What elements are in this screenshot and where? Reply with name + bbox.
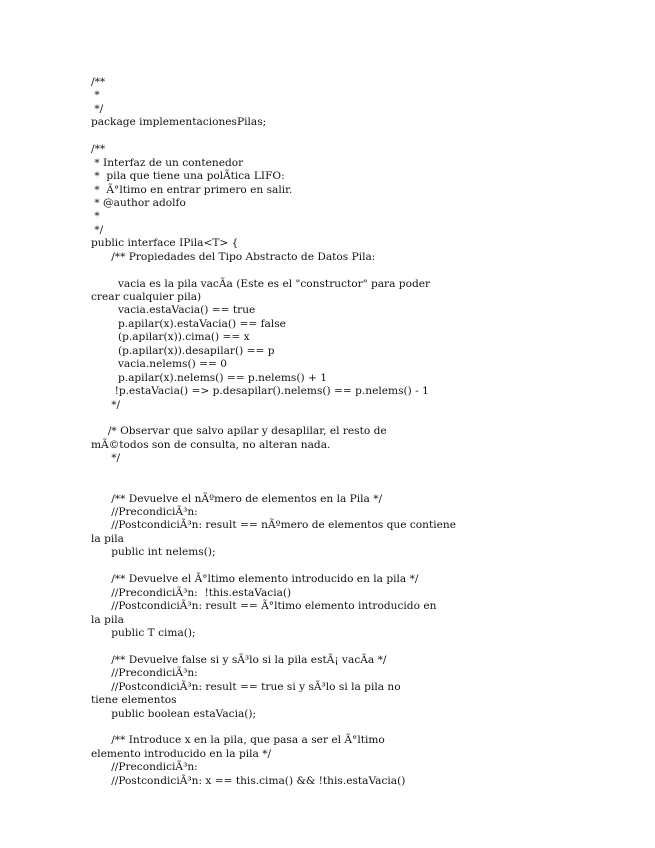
- blank-line: [91, 560, 571, 573]
- code-line: public int nelems();: [91, 546, 216, 559]
- code-line: //PostcondiciÃ³n: result == Ã°ltimo elemento introducido en: [91, 600, 437, 613]
- code-line: * Interfaz de un contenedor: [91, 156, 244, 169]
- code-line: /** Devuelve el Ã°ltimo elemento introducido en la pila */: [91, 573, 419, 586]
- code-line: /** Propiedades del Tipo Abstracto de Datos Pila:: [91, 250, 376, 263]
- code-line: //PrecondiciÃ³n:: [91, 667, 198, 680]
- code-line: package implementacionesPilas;: [91, 116, 267, 129]
- code-line: */: [91, 398, 121, 411]
- code-line: crear cualquier pila): [91, 291, 202, 303]
- code-line: //PrecondiciÃ³n:: [91, 761, 198, 774]
- code-line: /**: [91, 143, 106, 156]
- code-line: /* Observar que salvo apilar y desaplilar, el resto de: [91, 425, 387, 438]
- code-line: //PostcondiciÃ³n: x == this.cima() && !this.estaVacia(): [91, 774, 406, 787]
- blank-line: [91, 479, 571, 492]
- code-line: * Ã°ltimo en entrar primero en salir.: [91, 183, 293, 196]
- code-line: */: [91, 102, 104, 115]
- code-line: //PostcondiciÃ³n: result == nÃºmero de elementos que contiene: [91, 519, 457, 532]
- blank-line: [91, 130, 571, 143]
- code-line: !p.estaVacia() => p.desapilar().nelems() == p.nelems() - 1: [91, 385, 429, 398]
- code-line: *: [91, 89, 100, 102]
- blank-line: [91, 264, 571, 277]
- code-line: elemento introducido en la pila */: [91, 747, 272, 760]
- code-line: //PostcondiciÃ³n: result == true si y sÃ³lo si la pila no: [91, 680, 401, 693]
- code-line: public T cima();: [91, 626, 196, 639]
- code-line: /** Devuelve false si y sÃ³lo si la pila estÃ¡ vacÃa */: [91, 653, 387, 666]
- code-line: * pila que tiene una polÃtica LIFO:: [91, 170, 285, 183]
- code-line: */: [91, 223, 104, 236]
- code-line: p.apilar(x).nelems() == p.nelems() + 1: [91, 371, 327, 384]
- code-line: //PrecondiciÃ³n: !this.estaVacia(): [91, 586, 292, 599]
- code-line: public boolean estaVacia();: [91, 707, 257, 720]
- code-line: * @author adolfo: [91, 196, 186, 209]
- blank-line: [91, 721, 571, 734]
- source-code-listing: [91, 76, 571, 788]
- code-line: vacia es la pila vacÃa (Este es el "constructor" para poder: [91, 277, 431, 290]
- blank-line: [91, 412, 571, 425]
- blank-line: [91, 640, 571, 653]
- code-line: *: [91, 210, 100, 223]
- code-line: //PrecondiciÃ³n:: [91, 506, 198, 518]
- code-line: la pila: [91, 532, 124, 545]
- code-line: (p.apilar(x)).desapilar() == p: [91, 344, 275, 357]
- code-line: /**: [91, 76, 106, 88]
- code-line: /** Devuelve el nÃºmero de elementos en la Pila */: [91, 492, 383, 505]
- code-line: vacia.estaVacia() == true: [91, 304, 256, 317]
- blank-line: [91, 466, 571, 479]
- code-line: la pila: [91, 613, 124, 626]
- code-line: */: [91, 452, 121, 465]
- code-line: /** Introduce x en la pila, que pasa a ser el Ã°ltimo: [91, 734, 385, 747]
- code-line: p.apilar(x).estaVacia() == false: [91, 317, 286, 330]
- code-line: tiene elementos: [91, 694, 177, 707]
- code-line: (p.apilar(x)).cima() == x: [91, 331, 250, 344]
- code-line: mÃ©todos son de consulta, no alteran nada.: [91, 438, 331, 451]
- code-line: vacia.nelems() == 0: [91, 358, 227, 371]
- code-line: public interface IPila<T> {: [91, 237, 239, 250]
